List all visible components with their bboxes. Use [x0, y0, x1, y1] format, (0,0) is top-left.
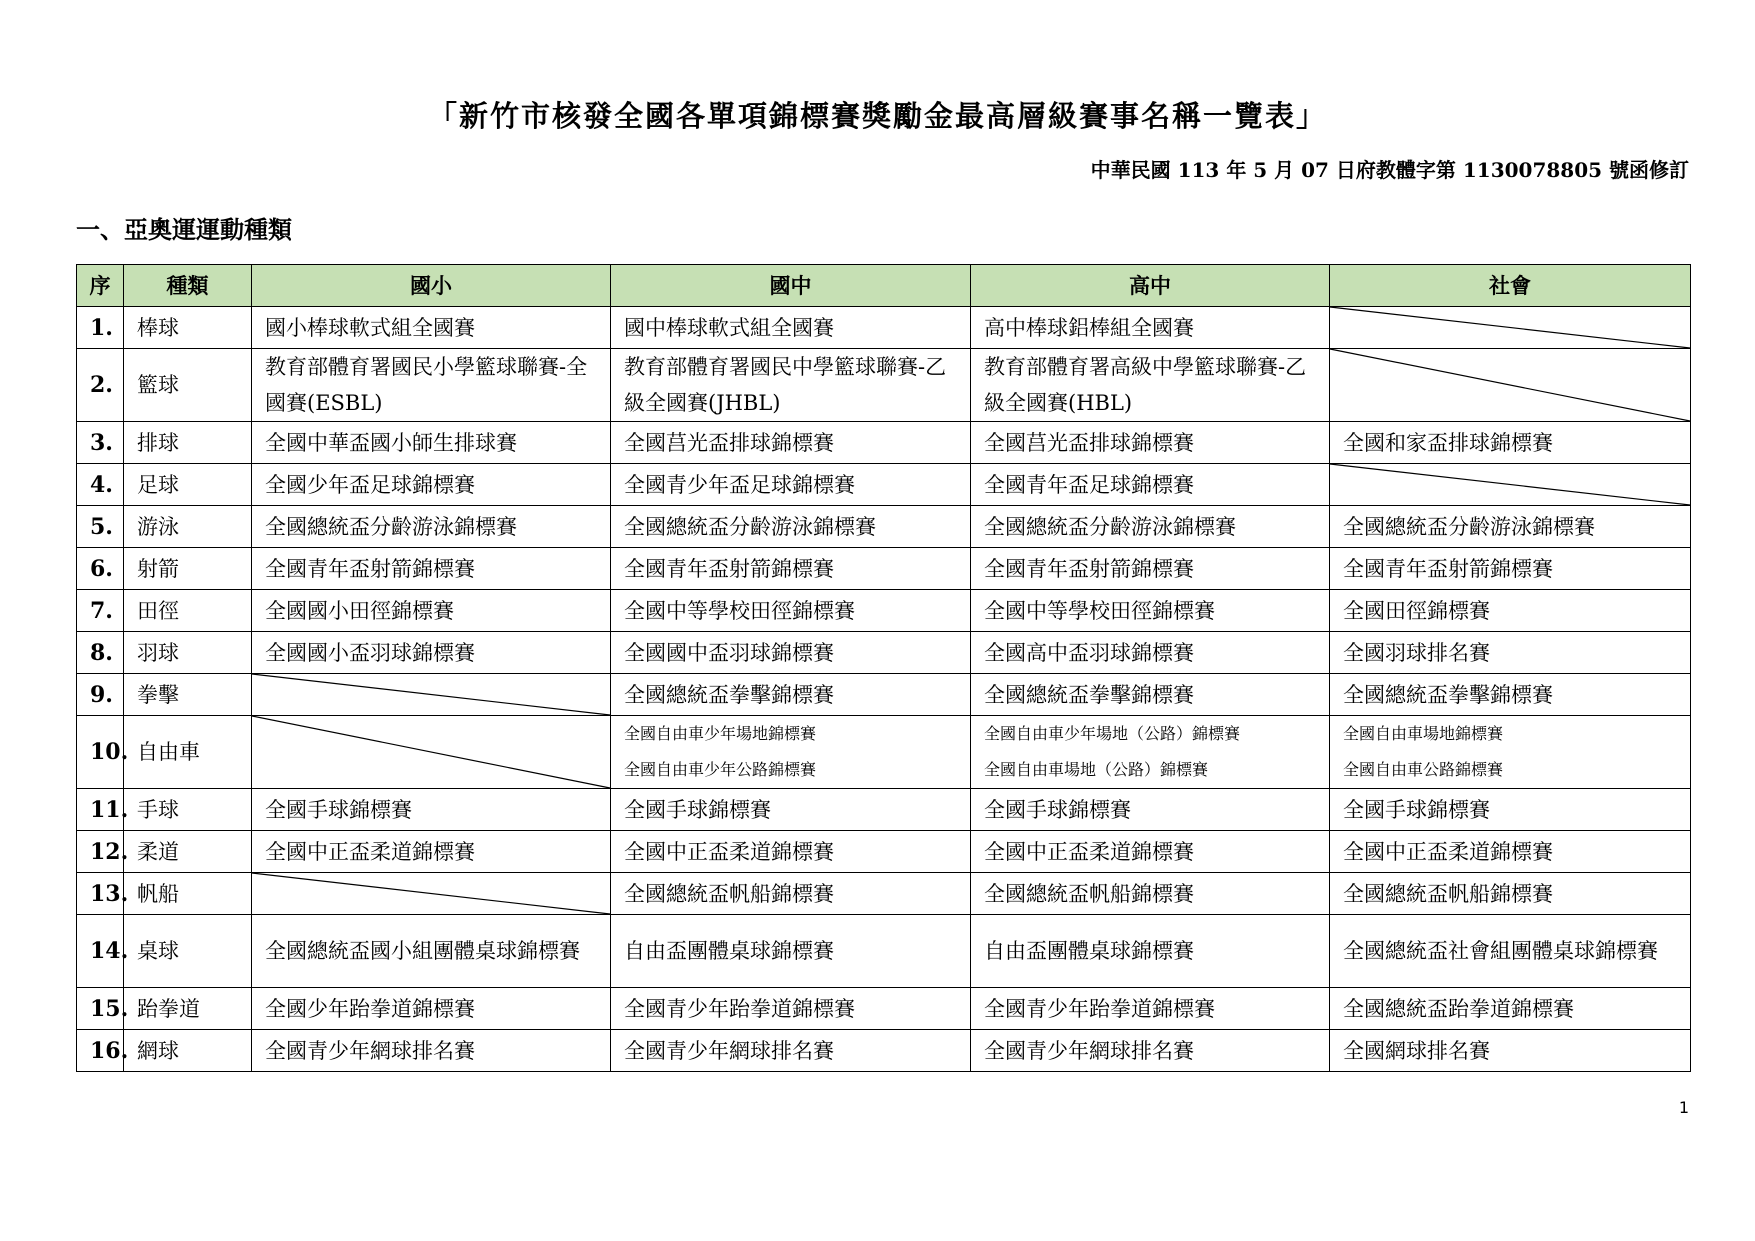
cell-society: 全國總統盃分齡游泳錦標賽 [1330, 506, 1691, 548]
cell-kind: 拳擊 [124, 674, 252, 716]
cell-kind: 射箭 [124, 548, 252, 590]
cell-number: 5. [77, 506, 124, 548]
cell-junior: 全國總統盃拳擊錦標賽 [611, 674, 971, 716]
cell-elementary: 全國總統盃國小組團體桌球錦標賽 [252, 915, 611, 988]
cell-junior: 全國總統盃帆船錦標賽 [611, 873, 971, 915]
empty-cell-diagonal [252, 716, 611, 789]
cell-junior: 國中棒球軟式組全國賽 [611, 307, 971, 349]
section-heading: 一、亞奧運運動種類 [76, 215, 292, 244]
header-elementary: 國小 [252, 265, 611, 307]
diagonal-line [252, 674, 610, 715]
cell-line: 全國自由車少年公路錦標賽 [624, 760, 817, 779]
cell-elementary: 全國少年跆拳道錦標賽 [252, 988, 611, 1030]
cell-society: 全國中正盃柔道錦標賽 [1330, 831, 1691, 873]
diagonal-line [252, 716, 610, 788]
cell-society: 全國手球錦標賽 [1330, 789, 1691, 831]
cell-junior [611, 716, 971, 789]
cell-kind: 自由車 [124, 716, 252, 789]
cell-number: 4. [77, 464, 124, 506]
empty-cell-diagonal [1330, 349, 1691, 422]
cell-society [1330, 716, 1691, 789]
cell-senior: 全國總統盃分齡游泳錦標賽 [971, 506, 1330, 548]
cell-number: 8. [77, 632, 124, 674]
cell-society: 全國羽球排名賽 [1330, 632, 1691, 674]
table-body [77, 307, 1691, 1072]
cell-elementary: 全國手球錦標賽 [252, 789, 611, 831]
table-row [77, 422, 1691, 464]
cell-senior: 全國青少年網球排名賽 [971, 1030, 1330, 1072]
cell-senior: 全國青年盃射箭錦標賽 [971, 548, 1330, 590]
empty-cell-diagonal [252, 674, 611, 716]
cell-number: 11. [77, 789, 124, 831]
cell-number: 12. [77, 831, 124, 873]
cell-line: 全國自由車場地（公路）錦標賽 [984, 760, 1209, 779]
cell-society: 全國總統盃帆船錦標賽 [1330, 873, 1691, 915]
cell-number: 10. [77, 716, 124, 789]
cell-kind: 棒球 [124, 307, 252, 349]
cell-junior: 全國中等學校田徑錦標賽 [611, 590, 971, 632]
empty-cell-diagonal [252, 873, 611, 915]
header-kind: 種類 [124, 265, 252, 307]
cell-line: 全國自由車少年場地錦標賽 [624, 724, 817, 743]
table-row [77, 349, 1691, 422]
cell-senior: 全國青少年跆拳道錦標賽 [971, 988, 1330, 1030]
cell-senior: 自由盃團體桌球錦標賽 [971, 915, 1330, 988]
cell-senior: 全國總統盃帆船錦標賽 [971, 873, 1330, 915]
cell-senior: 全國高中盃羽球錦標賽 [971, 632, 1330, 674]
competition-table [76, 264, 1691, 1072]
cell-kind: 跆拳道 [124, 988, 252, 1030]
diagonal-line [1330, 307, 1690, 348]
table-row [77, 674, 1691, 716]
cell-kind: 桌球 [124, 915, 252, 988]
cell-senior: 教育部體育署高級中學籃球聯賽-乙級全國賽(HBL) [971, 349, 1330, 422]
cell-kind: 田徑 [124, 590, 252, 632]
cell-senior: 全國青年盃足球錦標賽 [971, 464, 1330, 506]
cell-number: 1. [77, 307, 124, 349]
cell-junior: 教育部體育署國民中學籃球聯賽-乙級全國賽(JHBL) [611, 349, 971, 422]
cell-kind: 柔道 [124, 831, 252, 873]
cell-elementary: 全國國小田徑錦標賽 [252, 590, 611, 632]
table-row [77, 506, 1691, 548]
cell-society: 全國田徑錦標賽 [1330, 590, 1691, 632]
table-header-row [77, 265, 1691, 307]
table-row [77, 873, 1691, 915]
cell-junior: 全國青少年跆拳道錦標賽 [611, 988, 971, 1030]
cell-junior: 全國青少年盃足球錦標賽 [611, 464, 971, 506]
cell-elementary: 國小棒球軟式組全國賽 [252, 307, 611, 349]
table-row [77, 716, 1691, 789]
cell-number: 3. [77, 422, 124, 464]
cell-elementary: 全國中正盃柔道錦標賽 [252, 831, 611, 873]
cell-junior: 全國青年盃射箭錦標賽 [611, 548, 971, 590]
empty-cell-diagonal [1330, 464, 1691, 506]
cell-senior: 高中棒球鋁棒組全國賽 [971, 307, 1330, 349]
cell-number: 15. [77, 988, 124, 1030]
cell-society: 全國網球排名賽 [1330, 1030, 1691, 1072]
cell-society: 全國總統盃社會組團體桌球錦標賽 [1330, 915, 1691, 988]
cell-senior: 全國莒光盃排球錦標賽 [971, 422, 1330, 464]
cell-number: 2. [77, 349, 124, 422]
table-row [77, 789, 1691, 831]
cell-kind: 排球 [124, 422, 252, 464]
diagonal-line [252, 873, 610, 914]
cell-kind: 羽球 [124, 632, 252, 674]
cell-kind: 帆船 [124, 873, 252, 915]
cell-society: 全國總統盃拳擊錦標賽 [1330, 674, 1691, 716]
cell-number: 14. [77, 915, 124, 988]
cell-senior [971, 716, 1330, 789]
cell-society: 全國青年盃射箭錦標賽 [1330, 548, 1691, 590]
cell-senior: 全國總統盃拳擊錦標賽 [971, 674, 1330, 716]
page-number: 1 [1678, 1098, 1689, 1117]
cell-junior: 全國莒光盃排球錦標賽 [611, 422, 971, 464]
cell-number: 13. [77, 873, 124, 915]
cell-society: 全國總統盃跆拳道錦標賽 [1330, 988, 1691, 1030]
page-title: 「新竹市核發全國各單項錦標賽獎勵金最高層級賽事名稱一覽表」 [427, 99, 1327, 133]
cell-elementary: 全國國小盃羽球錦標賽 [252, 632, 611, 674]
cell-junior: 全國總統盃分齡游泳錦標賽 [611, 506, 971, 548]
header-number: 序 [77, 265, 124, 307]
cell-elementary: 全國中華盃國小師生排球賽 [252, 422, 611, 464]
cell-senior: 全國中正盃柔道錦標賽 [971, 831, 1330, 873]
cell-line: 全國自由車場地錦標賽 [1343, 724, 1504, 743]
empty-cell-diagonal [1330, 307, 1691, 349]
document-subtitle: 中華民國 113 年 5 月 07 日府教體字第 1130078805 號函修訂 [1090, 158, 1689, 182]
cell-kind: 足球 [124, 464, 252, 506]
cell-number: 16. [77, 1030, 124, 1072]
cell-kind: 網球 [124, 1030, 252, 1072]
table-row [77, 1030, 1691, 1072]
header-junior: 國中 [611, 265, 971, 307]
cell-number: 7. [77, 590, 124, 632]
cell-junior: 全國國中盃羽球錦標賽 [611, 632, 971, 674]
cell-number: 9. [77, 674, 124, 716]
cell-number: 6. [77, 548, 124, 590]
table-row [77, 590, 1691, 632]
cell-elementary: 全國少年盃足球錦標賽 [252, 464, 611, 506]
table-row [77, 307, 1691, 349]
cell-junior: 全國青少年網球排名賽 [611, 1030, 971, 1072]
cell-kind: 游泳 [124, 506, 252, 548]
header-society: 社會 [1330, 265, 1691, 307]
diagonal-line [1330, 349, 1690, 421]
cell-line: 全國自由車少年場地（公路）錦標賽 [984, 724, 1241, 743]
table-row [77, 831, 1691, 873]
cell-line: 全國自由車公路錦標賽 [1343, 760, 1504, 779]
header-senior: 高中 [971, 265, 1330, 307]
cell-junior: 自由盃團體桌球錦標賽 [611, 915, 971, 988]
table-row [77, 632, 1691, 674]
cell-kind: 籃球 [124, 349, 252, 422]
cell-senior: 全國中等學校田徑錦標賽 [971, 590, 1330, 632]
cell-senior: 全國手球錦標賽 [971, 789, 1330, 831]
cell-elementary: 全國青年盃射箭錦標賽 [252, 548, 611, 590]
diagonal-line [1330, 464, 1690, 505]
cell-elementary: 教育部體育署國民小學籃球聯賽-全國賽(ESBL) [252, 349, 611, 422]
cell-elementary: 全國總統盃分齡游泳錦標賽 [252, 506, 611, 548]
cell-elementary: 全國青少年網球排名賽 [252, 1030, 611, 1072]
table-row [77, 988, 1691, 1030]
table-row [77, 464, 1691, 506]
cell-kind: 手球 [124, 789, 252, 831]
cell-junior: 全國手球錦標賽 [611, 789, 971, 831]
table-row [77, 915, 1691, 988]
cell-society: 全國和家盃排球錦標賽 [1330, 422, 1691, 464]
cell-junior: 全國中正盃柔道錦標賽 [611, 831, 971, 873]
table-row [77, 548, 1691, 590]
